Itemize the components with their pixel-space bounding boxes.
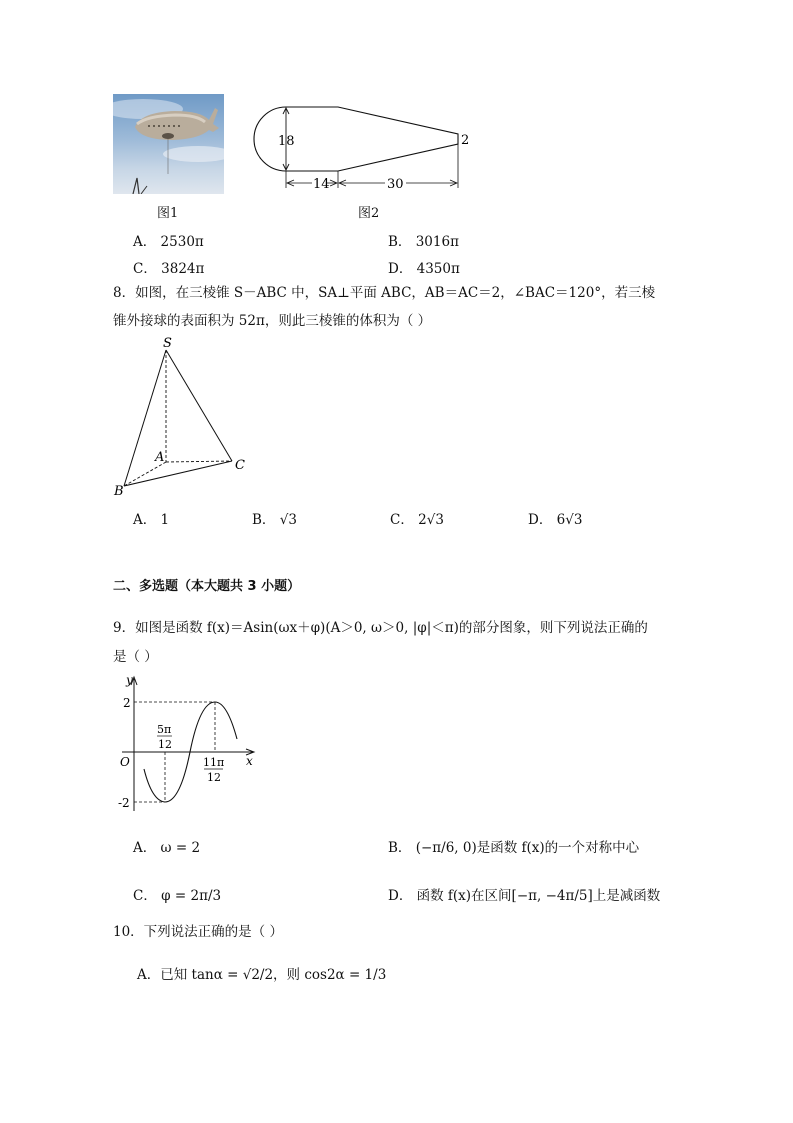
- fig2-tip-label: 2: [461, 133, 470, 148]
- q9-option-a: A． ω = 2: [133, 840, 201, 856]
- tetrahedron-diagram: [108, 334, 258, 500]
- sine-graph: [112, 671, 262, 816]
- q7-option-d: D． 4350π: [388, 261, 460, 277]
- y-min-label: -2: [118, 796, 130, 810]
- q8-stem-line2: 锥外接球的表面积为 52π，则此三棱锥的体积为（ ）: [113, 313, 432, 329]
- fig2-height-label: 18: [278, 134, 295, 149]
- q9-stem-line1: 9．如图是函数 f(x)＝Asin(ωx＋φ)(A＞0, ω＞0, |φ|＜π)的部分图象，则下列说法正确的: [113, 620, 648, 636]
- q9-option-c: C． φ = 2π/3: [133, 888, 222, 904]
- q9-stem-line2: 是（ ）: [113, 649, 158, 665]
- x-axis-label: x: [246, 754, 253, 768]
- fig2-len2-label: 30: [387, 177, 404, 192]
- vertex-label-b: B: [114, 484, 124, 499]
- vertex-label-a: A: [155, 450, 165, 465]
- airship-photo: [113, 94, 224, 194]
- origin-label: O: [120, 755, 130, 769]
- fig2-len1-label: 14: [313, 177, 330, 192]
- q9-option-b: B． (−π/6, 0)是函数 f(x)的一个对称中心: [388, 840, 640, 856]
- y-max-label: 2: [123, 696, 131, 710]
- airship-diagram: [240, 96, 480, 196]
- airship-image: [113, 94, 224, 194]
- q10-stem: 10．下列说法正确的是（ ）: [113, 924, 283, 940]
- q8-option-d: D． 6√3: [528, 512, 583, 528]
- fig1-caption: 图1: [157, 206, 179, 221]
- x1-numerator: 5π: [157, 723, 172, 736]
- x2-numerator: 11π: [203, 756, 225, 769]
- y-axis-label: y: [126, 673, 133, 687]
- q8-stem-line1: 8．如图，在三棱锥 S－ABC 中，SA⊥平面 ABC，AB＝AC＝2，∠BAC＝120°，若三棱: [113, 285, 656, 301]
- q8-option-a: A． 1: [133, 512, 170, 528]
- q8-option-c: C． 2√3: [390, 512, 444, 528]
- q7-option-b: B． 3016π: [388, 234, 459, 250]
- q9-option-d: D． 函数 f(x)在区间[−π, −4π/5]上是减函数: [388, 888, 661, 904]
- vertex-label-s: S: [163, 336, 172, 351]
- x1-denominator: 12: [158, 738, 172, 751]
- x2-denominator: 12: [207, 771, 221, 784]
- q7-option-a: A． 2530π: [133, 234, 204, 250]
- q7-option-c: C． 3824π: [133, 261, 205, 277]
- q8-option-b: B． √3: [252, 512, 297, 528]
- q10-option-a: A．已知 tanα = √2/2，则 cos2α = 1/3: [137, 967, 387, 983]
- fig2-caption: 图2: [358, 206, 380, 221]
- vertex-label-c: C: [235, 458, 245, 473]
- section-title: 二、多选题（本大题共 3 小题）: [113, 579, 301, 594]
